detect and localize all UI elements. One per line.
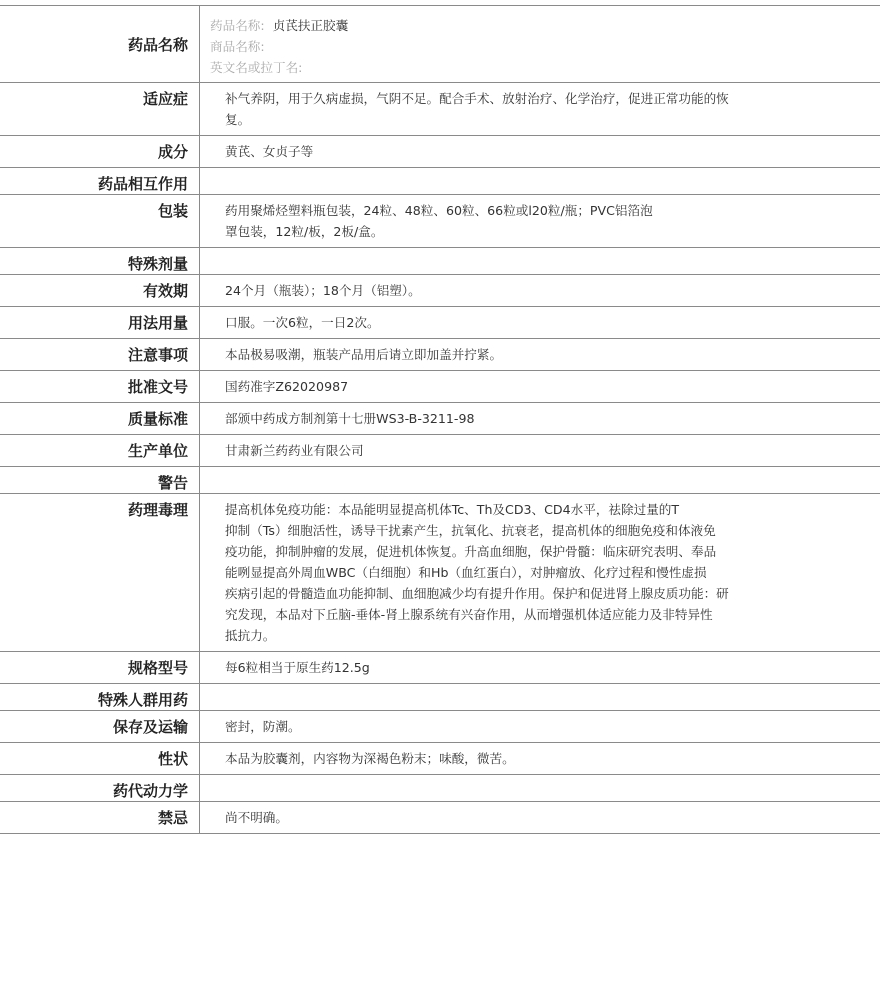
row-value <box>200 435 880 466</box>
english-name-key: 英文名或拉丁名: <box>210 60 303 75</box>
table-row <box>0 275 880 307</box>
row-label: 适应症 <box>0 83 200 135</box>
trade-name-key: 商品名称: <box>210 39 265 54</box>
generic-name-line <box>210 15 790 36</box>
row-value <box>200 652 880 683</box>
row-value <box>200 467 880 493</box>
table-row <box>0 494 880 652</box>
row-value <box>200 195 880 247</box>
value-line: 24个月（瓶装）；18个月（铝塑）。 <box>225 283 421 298</box>
row-label: 质量标准 <box>0 403 200 434</box>
row-label: 用法用量 <box>0 307 200 338</box>
row-label: 有效期 <box>0 275 200 306</box>
table-row <box>0 711 880 743</box>
value-line: 密封，防潮。 <box>225 719 301 734</box>
row-value <box>200 339 880 370</box>
table-row <box>0 802 880 834</box>
trade-name-line <box>210 36 790 57</box>
value-line: 补气养阴，用于久病虚损，气阴不足。配合手术、放射治疗、化学治疗，促进正常功能的恢 <box>225 91 729 106</box>
value-line: 国药准字Z62020987 <box>225 379 349 394</box>
value-line: 口服。一次6粒，一日2次。 <box>225 315 380 330</box>
row-label: 药代动力学 <box>0 775 200 801</box>
row-label: 药品名称 <box>0 6 200 82</box>
row-value <box>200 83 880 135</box>
drug-info-table <box>0 5 880 834</box>
row-label: 性状 <box>0 743 200 774</box>
value-line: 药用聚烯烃塑料瓶包装，24粒、48粒、60粒、66粒或l20粒/瓶；PVC铝箔泡 <box>225 203 653 218</box>
generic-name-key: 药品名称: <box>210 18 265 33</box>
row-label: 生产单位 <box>0 435 200 466</box>
row-label: 保存及运输 <box>0 711 200 742</box>
table-row <box>0 307 880 339</box>
table-body <box>0 83 880 834</box>
row-value <box>200 168 880 194</box>
value-line: 究发现，本品对下丘脑-垂体-肾上腺系统有兴奋作用，从而增强机体适应能力及非特异性 <box>225 607 713 622</box>
row-label: 禁忌 <box>0 802 200 833</box>
row-value <box>200 371 880 402</box>
table-row <box>0 743 880 775</box>
value-line: 每6粒相当于原生药12.5g <box>225 660 370 675</box>
table-row <box>0 339 880 371</box>
table-row <box>0 248 880 275</box>
table-row <box>0 775 880 802</box>
table-row <box>0 403 880 435</box>
row-value <box>200 494 880 651</box>
table-row-drug-name <box>0 6 880 83</box>
table-row <box>0 371 880 403</box>
table-row <box>0 652 880 684</box>
table-row <box>0 136 880 168</box>
row-value <box>200 307 880 338</box>
value-line: 疫功能，抑制肿瘤的发展，促进机体恢复。升高血细胞，保护骨髓：临床研究表明、奉品 <box>225 544 717 559</box>
row-label: 注意事项 <box>0 339 200 370</box>
table-row <box>0 684 880 711</box>
table-row <box>0 168 880 195</box>
row-label: 规格型号 <box>0 652 200 683</box>
table-row <box>0 195 880 248</box>
value-line: 复。 <box>225 112 251 127</box>
english-name-line <box>210 57 790 78</box>
row-value <box>200 6 880 82</box>
row-label: 批准文号 <box>0 371 200 402</box>
value-line: 罩包装，12粒/板，2板/盒。 <box>225 224 384 239</box>
row-value <box>200 775 880 801</box>
row-label: 药理毒理 <box>0 494 200 651</box>
row-value <box>200 802 880 833</box>
row-label: 警告 <box>0 467 200 493</box>
row-label: 包装 <box>0 195 200 247</box>
row-value <box>200 711 880 742</box>
row-label: 特殊人群用药 <box>0 684 200 710</box>
value-line: 抵抗力。 <box>225 628 276 643</box>
table-row <box>0 435 880 467</box>
value-line: 尚不明确。 <box>225 810 288 825</box>
row-value <box>200 743 880 774</box>
value-line: 本品极易吸潮，瓶装产品用后请立即加盖并拧紧。 <box>225 347 503 362</box>
row-value <box>200 248 880 274</box>
row-label: 药品相互作用 <box>0 168 200 194</box>
value-line: 黄芪、女贞子等 <box>225 144 314 159</box>
value-line: 甘肃新兰药药业有限公司 <box>225 443 364 458</box>
row-value <box>200 136 880 167</box>
table-row <box>0 83 880 136</box>
row-value <box>200 275 880 306</box>
row-label: 特殊剂量 <box>0 248 200 274</box>
row-label: 成分 <box>0 136 200 167</box>
value-line: 能咧显提高外周血WBC（白细胞）和Hb（血红蛋白），对肿瘤放、化疗过程和慢性虚损 <box>225 565 707 580</box>
row-value <box>200 684 880 710</box>
value-line: 部颁中药成方制剂第十七册WS3-B-3211-98 <box>225 411 475 426</box>
value-line: 疾病引起的骨髓造血功能抑制、血细胞减少均有提升作用。保护和促进肾上腺皮质功能：研 <box>225 586 729 601</box>
table-row <box>0 467 880 494</box>
value-line: 提高机体免疫功能：本品能明显提高机体Tc、Th及CD3、CD4水平，祛除过量的T <box>225 502 680 517</box>
generic-name-value: 贞芪扶正胶囊 <box>272 18 349 33</box>
value-line: 本品为胶囊剂，内容物为深褐色粉末；味酸，微苦。 <box>225 751 515 766</box>
value-line: 抑制（Ts）细胞活性，诱导干扰素产生，抗氧化、抗衰老，提高机体的细胞免疫和体液免 <box>225 523 716 538</box>
row-value <box>200 403 880 434</box>
